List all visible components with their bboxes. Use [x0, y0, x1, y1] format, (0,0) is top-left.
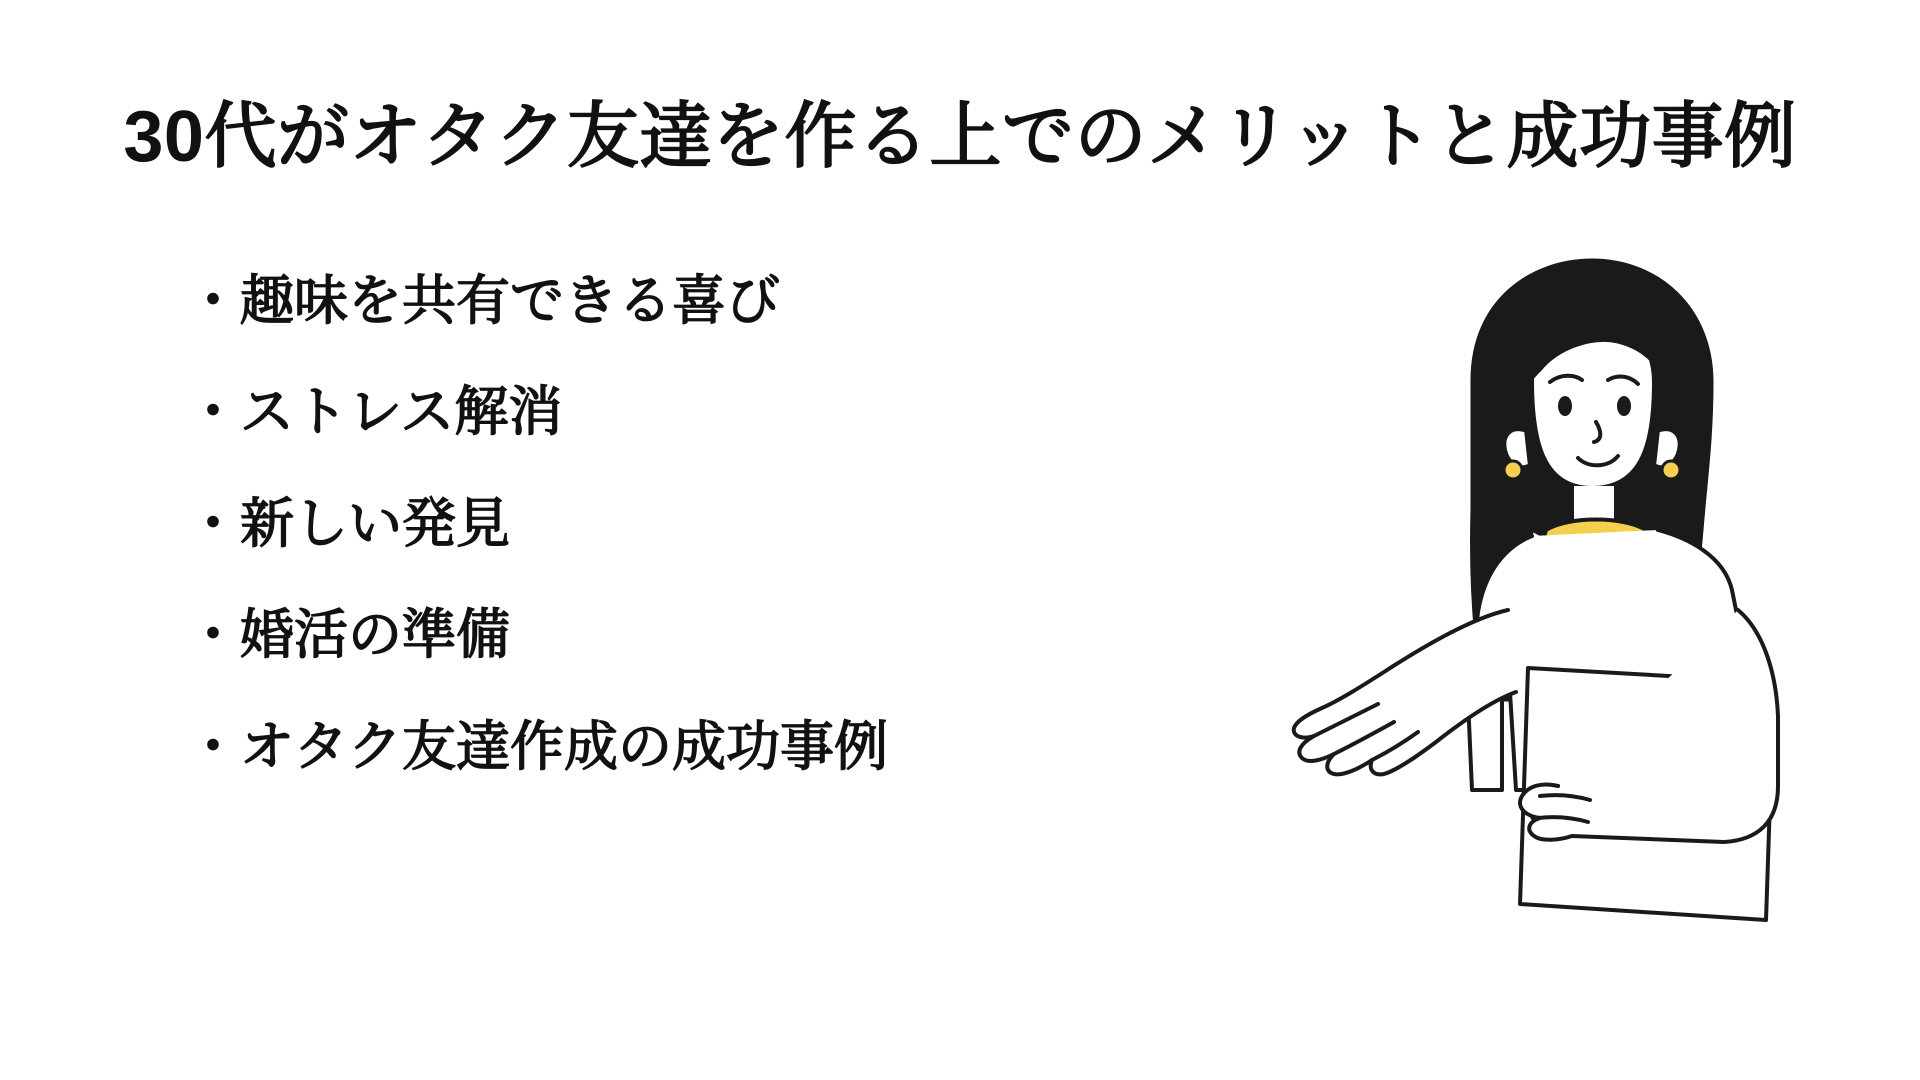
list-item-label: オタク友達作成の成功事例 — [240, 716, 888, 777]
list-item — [186, 383, 1166, 442]
list-item — [186, 272, 1166, 331]
list-item-label: 新しい発見 — [240, 493, 510, 554]
list-item — [186, 718, 1166, 777]
list-item-label: 婚活の準備 — [240, 605, 510, 666]
bullet-point-icon: ・ — [186, 716, 240, 777]
woman-presenting-illustration — [1172, 230, 1892, 930]
list-item-label: 趣味を共有できる喜び — [240, 271, 780, 331]
bullet-list — [186, 272, 1166, 777]
list-item — [186, 495, 1166, 554]
list-item — [186, 606, 1166, 665]
list-item-label: ストレス解消 — [240, 382, 563, 443]
bullet-point-icon: ・ — [186, 382, 240, 443]
bullet-point-icon: ・ — [186, 493, 240, 554]
bullet-point-icon: ・ — [186, 271, 240, 331]
page-title: 30代がオタク友達を作る上でのメリットと成功事例 — [123, 97, 1797, 178]
bullet-point-icon: ・ — [186, 605, 240, 666]
